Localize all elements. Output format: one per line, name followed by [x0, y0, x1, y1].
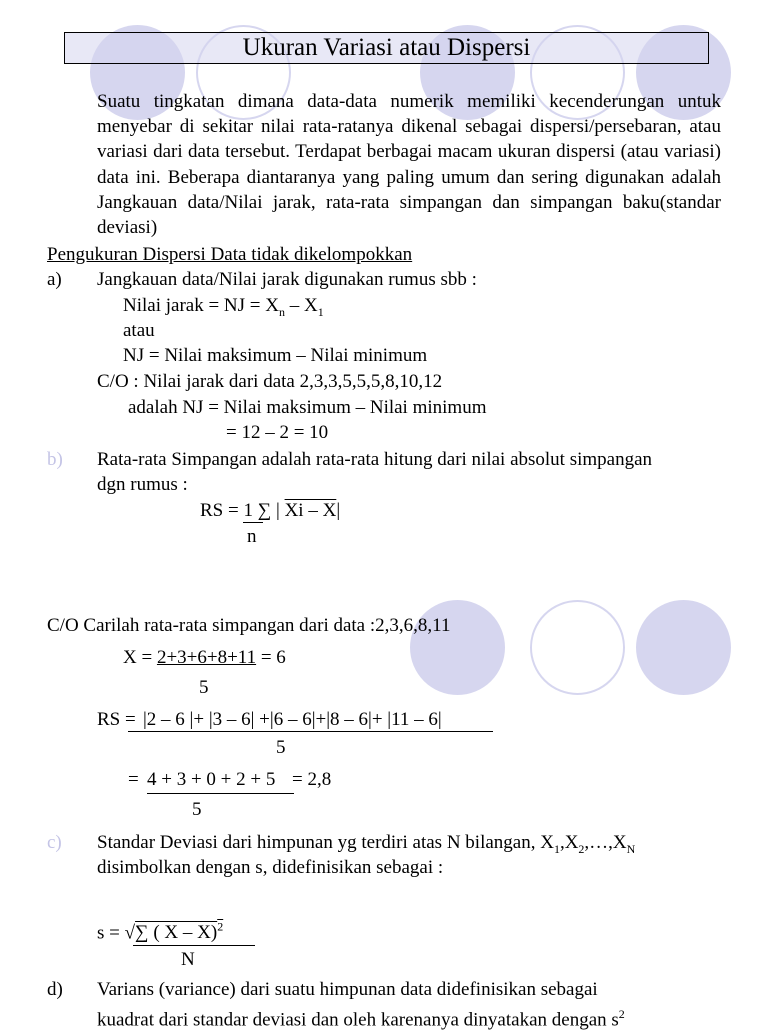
- item-b-marker: b): [47, 449, 63, 470]
- rs-example-numerator: |2 – 6 |+ |3 – 6| +|6 – 6|+|8 – 6|+ |11 – 6|: [143, 709, 442, 730]
- mean-denominator: 5: [199, 677, 209, 698]
- item-b-text-2: dgn rumus :: [97, 474, 188, 495]
- rs-example-lhs: RS =: [97, 709, 136, 730]
- std-denominator: N: [181, 949, 195, 970]
- range-formula-2: NJ = Nilai maksimum – Nilai minimum: [123, 345, 428, 366]
- mean-formula: X = 2+3+6+8+11 = 6: [123, 647, 286, 668]
- item-d-text-1: Varians (variance) dari suatu himpunan data didefinisikan sebagai: [97, 979, 598, 1000]
- atau-text: atau: [123, 320, 155, 341]
- item-b-text-1: Rata-rata Simpangan adalah rata-rata hitung dari nilai absolut simpangan: [97, 449, 653, 470]
- rs-denominator: n: [247, 526, 257, 547]
- item-c-text-1: Standar Deviasi dari himpunan yg terdiri atas N bilangan, $X_1,X_2,\dots,X_N$: [97, 832, 636, 856]
- rs-formula: RS = 1 ∑ | Xi – X|: [200, 500, 341, 521]
- rs2-denominator: 5: [192, 799, 202, 820]
- std-fraction-line: [133, 945, 255, 946]
- rs2-result: = 2,8: [292, 769, 332, 790]
- decor-ring: [530, 600, 625, 695]
- section-heading: Pengukuran Dispersi Data tidak dikelompokkan: [47, 244, 413, 265]
- item-c-text-2: disimbolkan dengan s, didefinisikan sebagai :: [97, 857, 444, 878]
- item-a-example-line2: = 12 – 2 = 10: [226, 422, 329, 443]
- rs-fraction-line: [243, 522, 263, 523]
- example-b-prompt: C/O Carilah rata-rata simpangan dari data :2,3,6,8,11: [47, 615, 451, 636]
- std-formula: s = √∑ ( X – X)$^2$: [97, 920, 224, 944]
- item-c-marker: c): [47, 832, 62, 853]
- item-d-text-2: kuadrat dari standar deviasi dan oleh karenanya dinyatakan dengan $s^2$: [97, 1007, 625, 1031]
- rs-example-line: [128, 731, 493, 732]
- page-title: Ukuran Variasi atau Dispersi: [64, 32, 709, 64]
- rs2-lhs: =: [128, 769, 139, 790]
- item-d-marker: d): [47, 979, 63, 1000]
- item-a-example-line1: adalah NJ = Nilai maksimum – Nilai minimum: [128, 397, 487, 418]
- intro-paragraph: Suatu tingkatan dimana data-data numerik memiliki kecenderungan untuk menyebar di sekitar nilai rata-ratanya dikenal sebagai dispersi/persebaran, atau variasi dari data tersebut. Terdapat berbagai macam ukuran dispersi (atau variasi) data ini. Beberapa diantaranya yang paling umum dan sering digunakan adalah Jangkauan data/Nilai jarak, rata-rata simpangan dan simpangan baku(standar deviasi): [97, 91, 721, 239]
- range-formula: Nilai jarak = NJ = $X_n - X_1$: [123, 295, 324, 319]
- item-a-marker: a): [47, 269, 62, 290]
- item-a-example: C/O : Nilai jarak dari data 2,3,3,5,5,5,8,10,12: [97, 371, 443, 392]
- rs2-line: [147, 793, 294, 794]
- rs2-numerator: 4 + 3 + 0 + 2 + 5: [147, 769, 276, 790]
- decor-circle: [636, 600, 731, 695]
- item-a-text: Jangkauan data/Nilai jarak digunakan rumus sbb :: [97, 269, 477, 290]
- rs-example-denominator: 5: [276, 737, 286, 758]
